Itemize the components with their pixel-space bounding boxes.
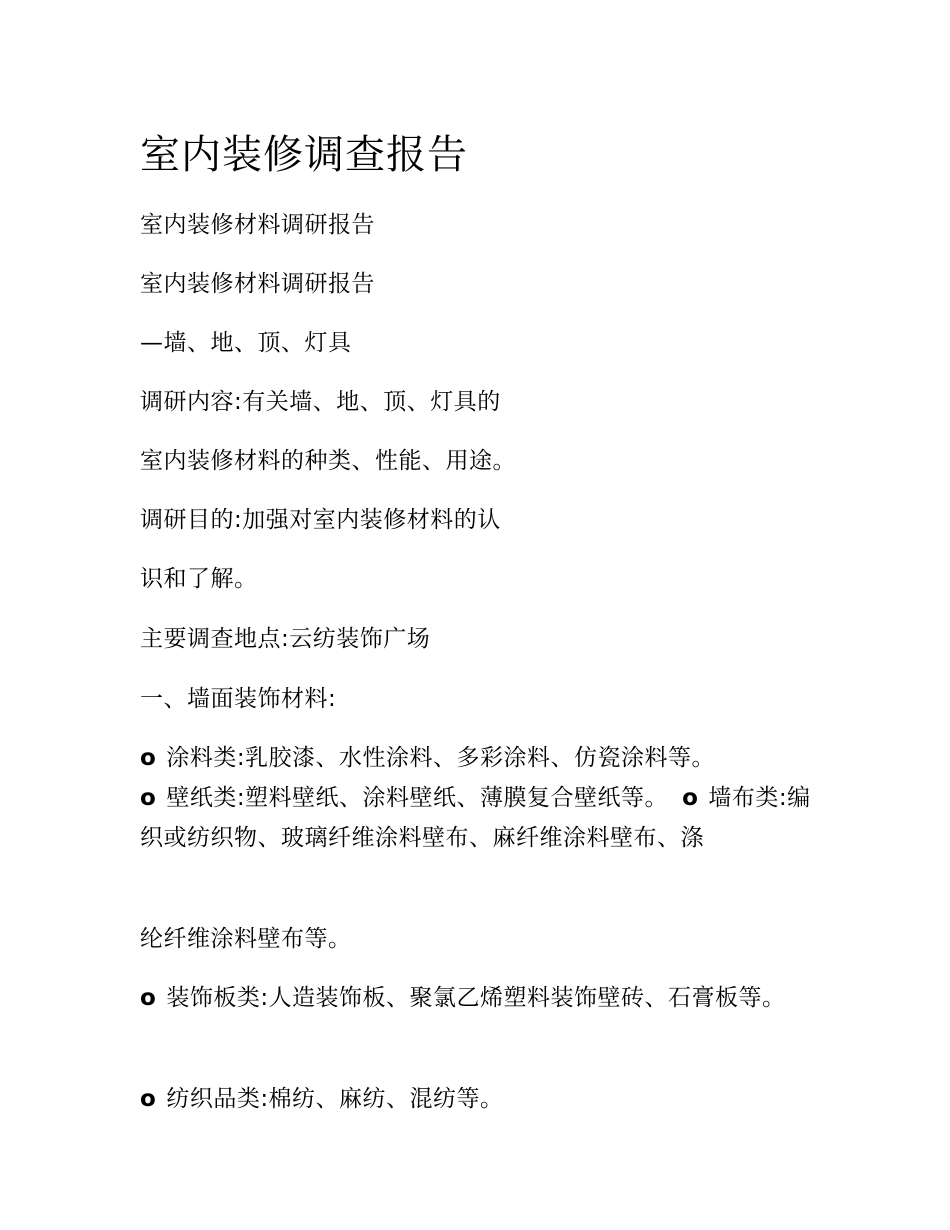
panel-paragraph — [140, 978, 815, 1018]
wallcloth-item: 墙布类:编织或纺织物、玻璃纤维涂料壁布、麻纤维涂料壁布、涤 — [140, 785, 811, 851]
bullet-marker: o — [682, 785, 699, 811]
wall-materials-paragraph — [140, 738, 815, 858]
section-heading-wall: 一、墙面装饰材料: — [140, 686, 337, 712]
textile-paragraph — [140, 1079, 815, 1119]
research-purpose-line-cont: 识和了解。 — [140, 566, 258, 592]
bullet-marker: o — [140, 1086, 157, 1112]
coating-item: 涂料类:乳胶漆、水性涂料、多彩涂料、仿瓷涂料等。 — [166, 745, 716, 771]
subtitle-line-repeat: 室内装修材料调研报告 — [140, 271, 375, 297]
panel-item: 装饰板类:人造装饰板、聚氯乙烯塑料装饰壁砖、石膏板等。 — [166, 985, 786, 1011]
bullet-marker: o — [140, 985, 157, 1011]
document-title: 室内装修调查报告 — [140, 132, 468, 178]
bullet-marker: o — [140, 785, 157, 811]
bullet-marker: o — [140, 745, 157, 771]
research-content-line: 调研内容:有关墙、地、顶、灯具的 — [140, 389, 501, 415]
research-purpose-line: 调研目的:加强对室内装修材料的认 — [140, 507, 501, 533]
research-content-line-cont: 室内装修材料的种类、性能、用途。 — [140, 448, 516, 474]
wallcloth-item-cont: 纶纤维涂料壁布等。 — [140, 926, 352, 952]
textile-item: 纺织品类:棉纺、麻纺、混纺等。 — [166, 1086, 504, 1112]
subtitle-line: 室内装修材料调研报告 — [140, 212, 375, 238]
wallpaper-item: 壁纸类:塑料壁纸、涂料壁纸、薄膜复合壁纸等。 — [166, 785, 669, 811]
survey-location-line: 主要调查地点:云纺装饰广场 — [140, 626, 431, 652]
scope-line: —墙、地、顶、灯具 — [140, 330, 352, 356]
